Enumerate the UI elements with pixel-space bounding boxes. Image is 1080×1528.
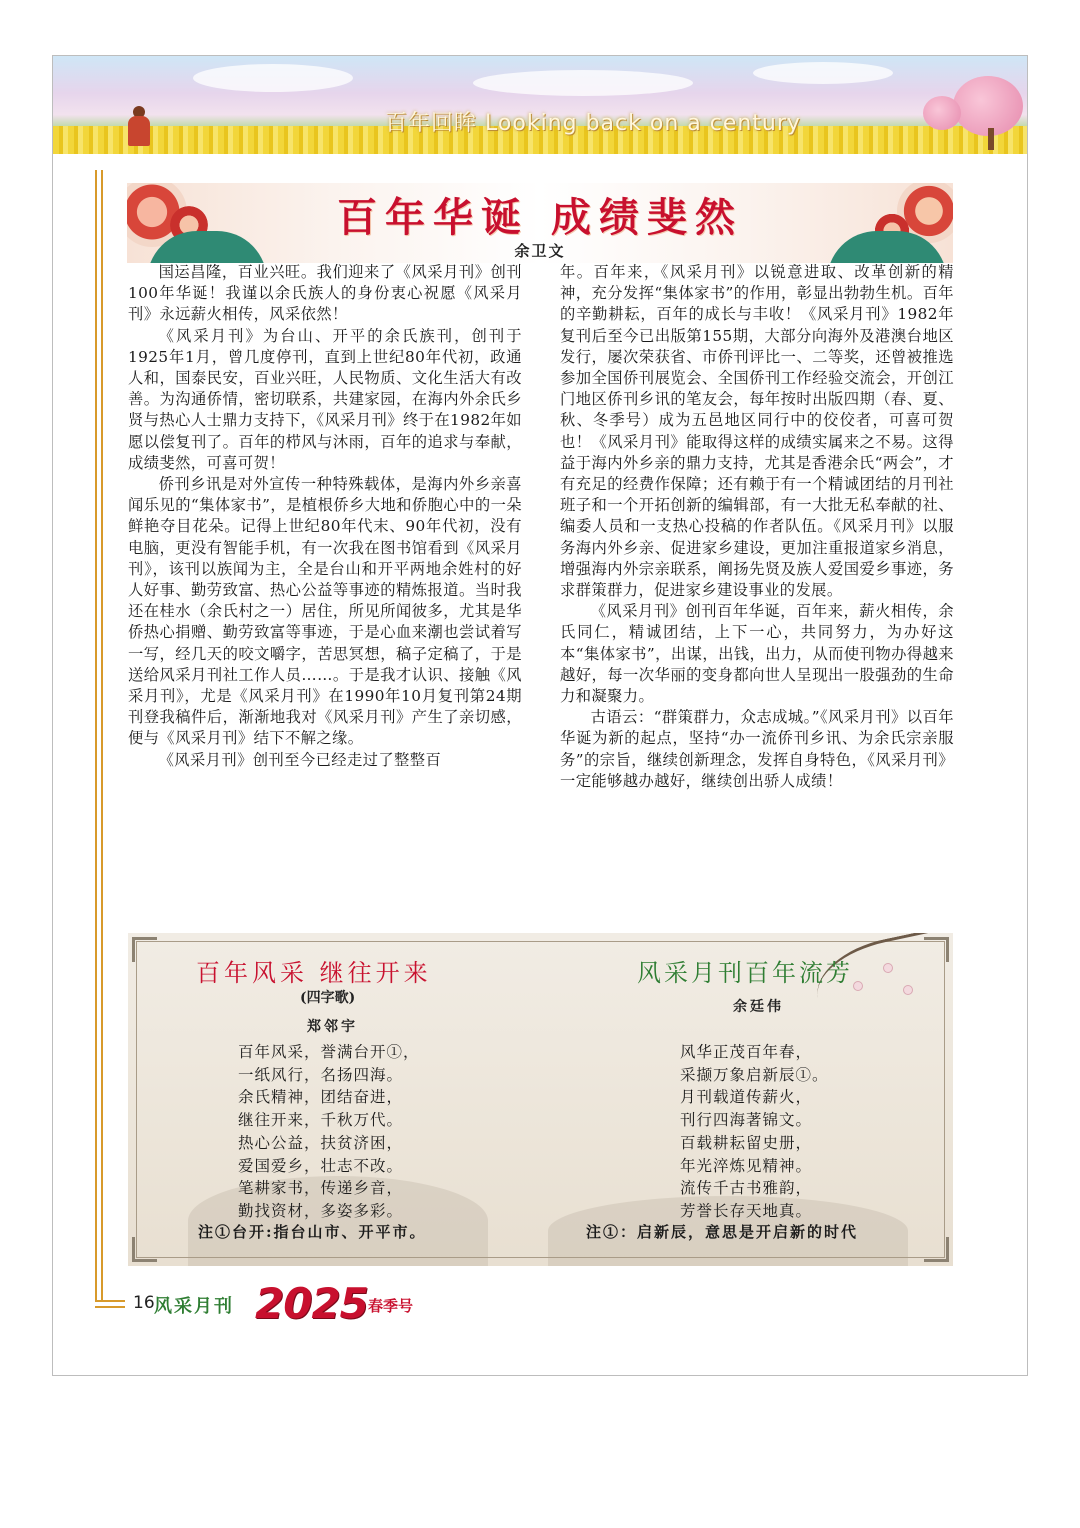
poem-line: 采撷万象启新辰①。 — [680, 1065, 829, 1084]
poem-line: 风华正茂百年春， — [680, 1043, 813, 1061]
poem-line: 芳誉长存天地真。 — [680, 1201, 813, 1220]
poem-line: 热心公益，扶贫济困， — [238, 1133, 404, 1152]
paragraph: 古语云：“群策群力，众志成城。”《风采月刊》以百年华诞为新的起点，坚持“办一流侨刊乡讯、为余氏宗亲服务”的宗旨，继续创新理念，发挥自身特色，《风采月刊》一定能够越办越好，继续创出骄人成绩！ — [560, 708, 954, 790]
paragraph: 年。百年来，《风采月刊》以锐意进取、改革创新的精神，充分发挥“集体家书”的作用，彰显出勃勃生机。百年的辛勤耕耘，百年的成长与丰收！《风采月刊》1982年复刊后至今已出版第155期，大部分向海外及港澳台地区发行，屡次荣获省、市侨刊评比一、二等奖，还曾被推选参加全国侨刊展览会、全国侨刊工作经验交流会，开创江门地区侨刊乡讯的笔友会，每年按时出版四期（春、夏、秋、冬季号）成为五邑地区同行中的佼佼者，可喜可贺也！《风采月刊》能取得这样的成绩实属来之不易。这得益于海内外乡亲的鼎力支持，尤其是香港余氏“两会”，才有充足的经费作保障；还有赖于有一个精诚团结的月刊社班子和一个开拓创新的编辑部，有一大批无私奉献的社、编委人员和一支热心投稿的作者队伍。《风采月刊》以服务海内外乡亲、促进家乡建设，更加注重报道家乡消息，增强海内外宗亲联系，阐扬先贤及族人爱国爱乡事迹，务求群策群力，促进家乡建设事业的发展。 — [560, 263, 954, 600]
poem-line: 一纸风行，名扬四海。 — [238, 1065, 404, 1084]
poem-line: 勤找资材，多姿多彩。 — [238, 1201, 404, 1220]
section-title: 百年回眸 Looking back on a century — [385, 111, 801, 136]
poem-note-right: 注①：启新辰，意思是开启新的时代 — [586, 1223, 859, 1241]
paragraph: 国运昌隆，百业兴旺。我们迎来了《风采月刊》创刊100年华诞！我谨以余氏族人的身份衷心祝愿《风采月刊》永远薪火相传，风采依然！ — [128, 263, 522, 324]
paragraph: 《风采月刊》创刊百年华诞，百年来，薪火相传，余氏同仁，精诚团结，上下一心，共同努力，为办好这本“集体家书”，出谋，出钱，出力，从而使刊物办得越来越好，每一次华丽的变身都向世人呈现出一股强劲的生命力和凝聚力。 — [560, 602, 954, 706]
poem-line: 余氏精神，团结奋进， — [238, 1088, 404, 1107]
blossom-tree-icon — [953, 76, 1023, 136]
article-title: 百年华诞 成绩斐然 — [337, 194, 743, 241]
poem-line: 月刊载道传薪火， — [680, 1088, 813, 1107]
article-author: 余卫文 — [514, 242, 566, 260]
poem-lines-left — [238, 1041, 420, 1223]
article-column-left — [128, 262, 522, 771]
poem-subtitle-left: (四字歌) — [300, 990, 356, 1006]
poem-line: 百年风采，誉满台开①， — [238, 1043, 420, 1061]
poem-author-right: 余廷伟 — [733, 999, 784, 1015]
poem-line: 年光淬炼见精神。 — [680, 1156, 813, 1175]
issue-year: 2025 — [255, 1279, 368, 1328]
margin-ornament — [95, 170, 103, 1300]
magazine-name: 风采月刊 — [154, 1296, 234, 1317]
poem-line: 百载耕耘留史册， — [680, 1133, 813, 1152]
article-column-right — [560, 262, 954, 792]
poem-line: 流传千古书雅韵， — [680, 1179, 813, 1198]
paragraph: 侨刊乡讯是对外宣传一种特殊载体，是海内外乡亲喜闻乐见的“集体家书”，是植根侨乡大地和侨胞心中的一朵鲜艳夺目花朵。记得上世纪80年代末、90年代初，没有电脑，更没有智能手机，有一次我在图书馆看到《风采月刊》，该刊以族闻为主，全是台山和开平两地余姓村的好人好事、勤劳致富、热心公益等事迹的精炼报道。当时我还在桂水（余氏村之一）居住，所见所闻彼多，尤其是华侨热心捐赠、勤劳致富等事迹，于是心血来潮也尝试着写一写，经几天的咬文嚼字，苦思冥想，稿子定稿了，于是送给风采月刊社工作人员……。于是我才认识、接触《风采月刊》，尤是《风采月刊》在1990年10月复刊第24期刊登我稿件后，渐渐地我对《风采月刊》产生了亲切感，便与《风采月刊》结下不解之缘。 — [128, 475, 522, 748]
poem-line: 笔耕家书，传递乡音， — [238, 1179, 404, 1198]
issue-season: 春季号 — [368, 1297, 414, 1315]
page-number: 16 — [133, 1293, 155, 1313]
poem-line: 刊行四海著锦文。 — [680, 1111, 813, 1130]
paragraph: 《风采月刊》创刊至今已经走过了整整百 — [158, 750, 442, 769]
poem-author-left: 郑邻宇 — [307, 1019, 358, 1035]
header-banner — [53, 56, 1027, 154]
poem-title-left: 百年风采 继往开来 — [196, 959, 432, 987]
poem-lines-right — [680, 1041, 829, 1223]
poem-line: 继往开来，千秋万代。 — [238, 1111, 404, 1130]
poem-title-right: 风采月刊百年流芳 — [637, 959, 853, 987]
poem-line: 爱国爱乡，壮志不改。 — [238, 1156, 404, 1175]
paragraph: 《风采月刊》为台山、开平的余氏族刊，创刊于1925年1月，曾几度停刊，直到上世纪80年代初，政通人和，国泰民安，百业兴旺，人民物质、文化生活大有改善。为沟通侨情，密切联系，共建家园，在海内外余氏乡贤与热心人士鼎力支持下，《风采月刊》终于在1982年如愿以偿复刊了。百年的栉风与沐雨，百年的追求与奉献，成绩斐然，可喜可贺！ — [128, 326, 522, 472]
poem-note-left: 注①台开:指台山市、开平市。 — [198, 1223, 427, 1241]
